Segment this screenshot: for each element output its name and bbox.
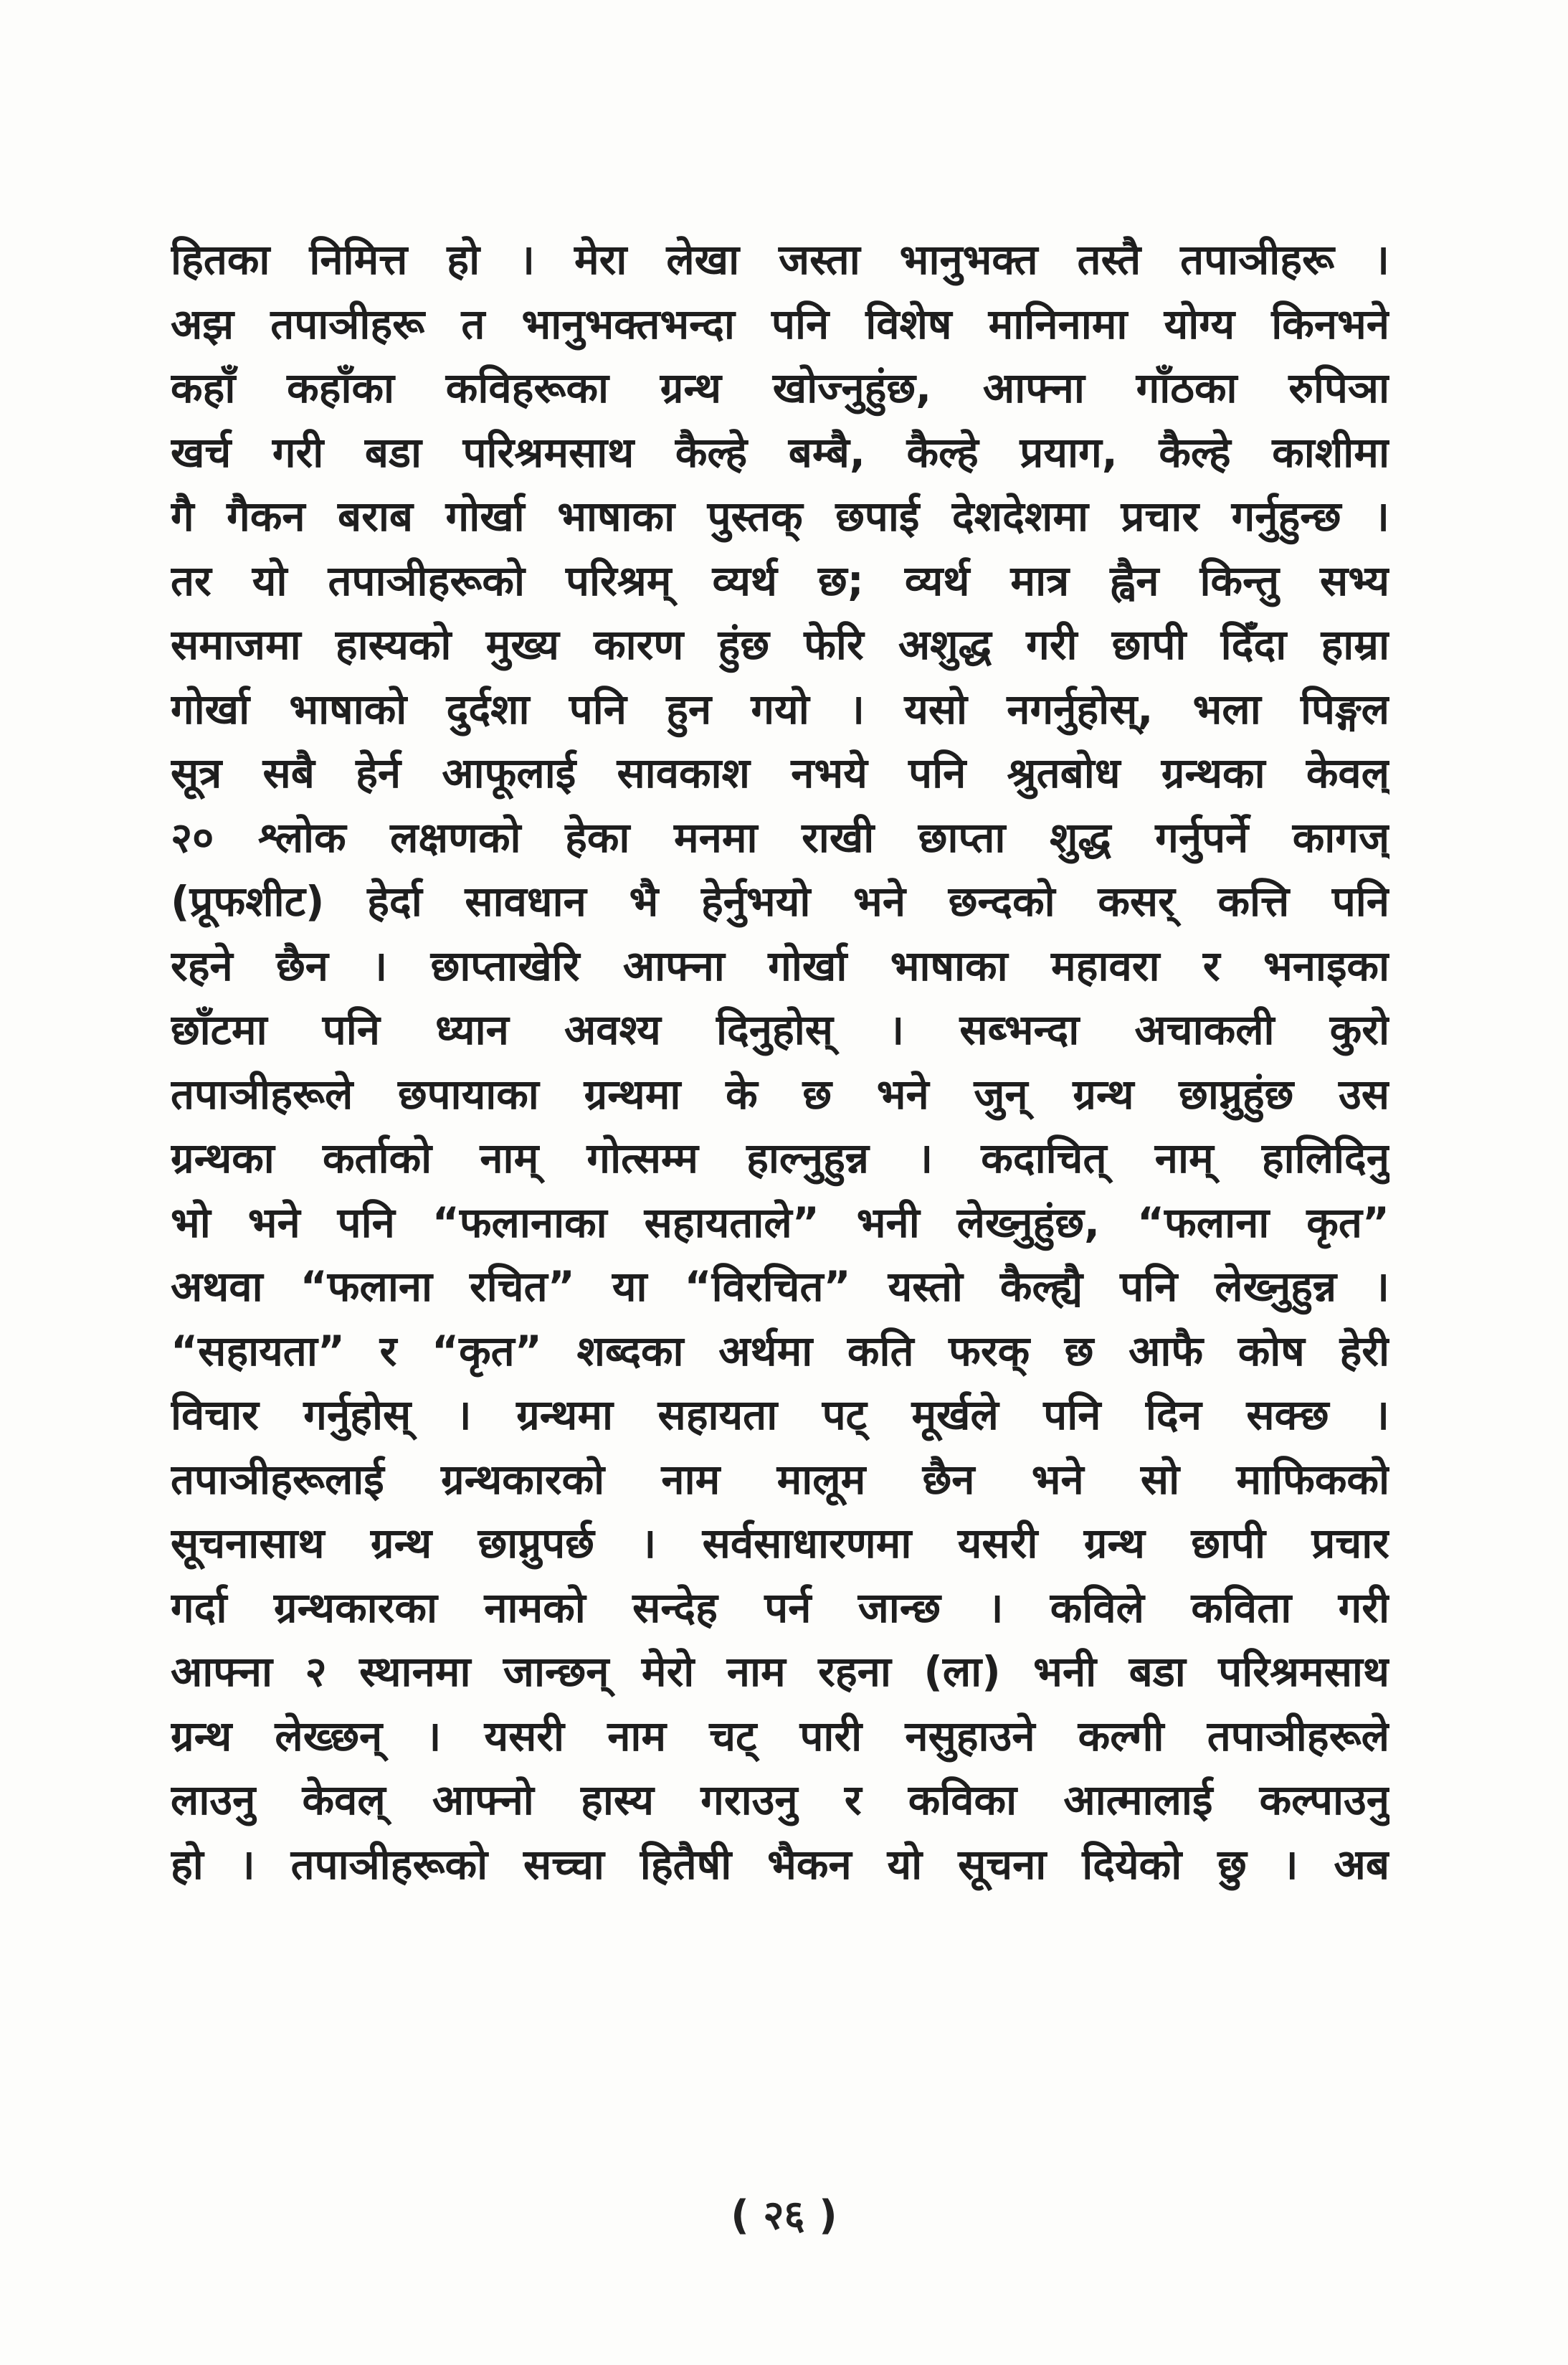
text-line: तपाञीहरूले छपायाका ग्रन्थमा के छ भने जुन् ग्रन्थ छाप्नुहुंछ उस [171, 1069, 1389, 1119]
text-line: भो भने पनि “फलानाका सहायताले” भनी लेख्नुहुंछ, “फलाना कृत” [171, 1198, 1389, 1247]
text-line: छाँटमा पनि ध्यान अवश्य दिनुहोस् । सब्भन्दा अचाकली कुरो [171, 1005, 1389, 1054]
text-line: गर्दा ग्रन्थकारका नामको सन्देह पर्न जान्छ । कविले कविता गरी [171, 1583, 1389, 1632]
text-line: हितका निमित्त हो । मेरा लेखा जस्ता भानुभक्त तस्तै तपाञीहरू । [171, 235, 1389, 284]
text-line: लाउनु केवल् आफ्नो हास्य गराउनु र कविका आत्मालाई कल्पाउनु [171, 1776, 1389, 1824]
text-line: गै गैकन बराब गोर्खा भाषाका पुस्तक् छपाई देशदेशमा प्रचार गर्नुहुन्छ । [171, 492, 1389, 541]
text-line: “सहायता” र “कृत” शब्दका अर्थमा कति फरक् छ आफै कोष हेरी [171, 1326, 1389, 1375]
text-line: हो । तपाञीहरूको सच्चा हितैषी भैकन यो सूचना दियेको छु । अब [171, 1839, 1389, 1889]
text-line: गोर्खा भाषाको दुर्दशा पनि हुन गयो । यसो नगर्नुहोस्, भला पिङ्गल [171, 684, 1389, 734]
text-line: सूत्र सबै हेर्न आफूलाई सावकाश नभये पनि श्रुतबोध ग्रन्थका केवल् [171, 749, 1389, 797]
text-line: विचार गर्नुहोस् । ग्रन्थमा सहायता पट् मूर्खले पनि दिन सक्छ । [171, 1390, 1389, 1439]
text-line: अझ तपाञीहरू त भानुभक्तभन्दा पनि विशेष मानिनामा योग्य किनभने [171, 299, 1389, 349]
text-line: खर्च गरी बडा परिश्रमसाथ कैल्हे बम्बै, कैल्हे प्रयाग, कैल्हे काशीमा [171, 427, 1389, 477]
text-line: समाजमा हास्यको मुख्य कारण हुंछ फेरि अशुद्ध गरी छापी दिँदा हाम्रा [171, 620, 1389, 669]
text-line: आफ्ना २ स्थानमा जान्छन् मेरो नाम रहना (ला) भनी बडा परिश्रमसाथ [171, 1647, 1389, 1696]
body-text [171, 228, 1389, 1897]
page-number: ( २६ ) [731, 2192, 837, 2239]
text-line: २० श्लोक लक्षणको हेका मनमा राखी छाप्ता शुद्ध गर्नुपर्ने कागज् [171, 812, 1389, 862]
text-line: ग्रन्थका कर्ताको नाम् गोत्सम्म हाल्नुहुन्न । कदाचित् नाम् हालिदिनु [171, 1134, 1389, 1182]
text-line: रहने छैन । छाप्ताखेरि आफ्ना गोर्खा भाषाका महावरा र भनाइका [171, 941, 1389, 990]
text-line: तपाञीहरूलाई ग्रन्थकारको नाम मालूम छैन भने सो माफिकको [171, 1454, 1389, 1504]
text-line: (प्रूफशीट) हेर्दा सावधान भै हेर्नुभयो भने छन्दको कसर् कत्ति पनि [171, 877, 1389, 926]
text-line: सूचनासाथ ग्रन्थ छाप्नुपर्छ । सर्वसाधारणमा यसरी ग्रन्थ छापी प्रचार [171, 1519, 1389, 1568]
text-line: तर यो तपाञीहरूको परिश्रम् व्यर्थ छ; व्यर्थ मात्र ह्वैन किन्तु सभ्य [171, 556, 1389, 605]
text-line: ग्रन्थ लेख्छन् । यसरी नाम चट् पारी नसुहाउने कल्गी तपाञीहरूले [171, 1711, 1389, 1760]
text-line: कहाँ कहाँका कविहरूका ग्रन्थ खोज्नुहुंछ, आफ्ना गाँठका रुपिञा [171, 364, 1389, 412]
text-line: अथवा “फलाना रचित” या “विरचित” यस्तो कैल्ह्यै पनि लेख्नुहुन्न । [171, 1262, 1389, 1311]
